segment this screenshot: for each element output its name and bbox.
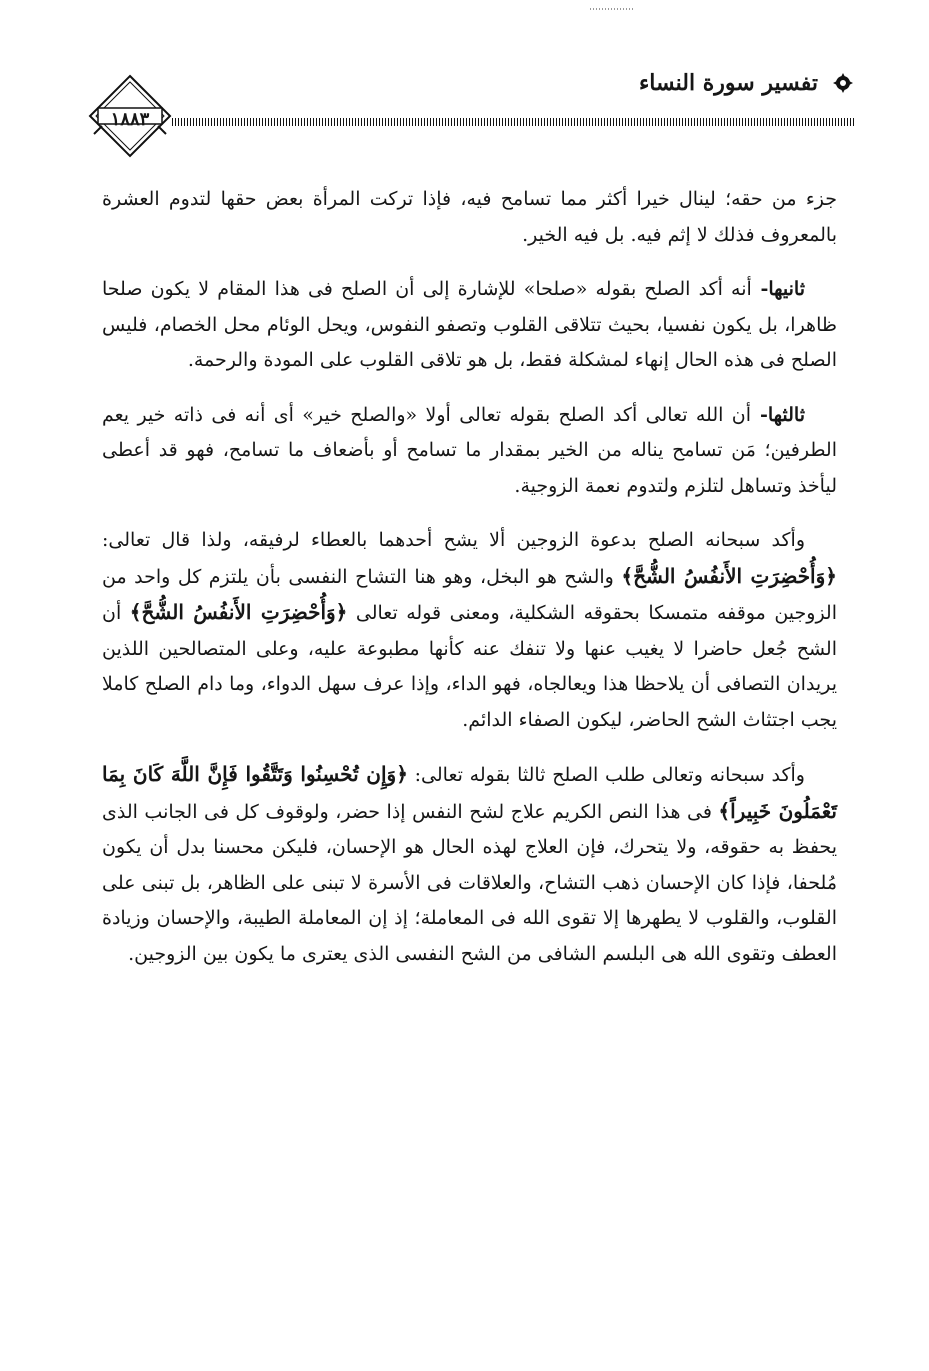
quran-quote: ﴿وَأُحْضِرَتِ الأَنفُسُ الشُّحَّ﴾ [621,563,837,588]
page-number-badge [88,74,172,158]
paragraph-4 [102,523,837,738]
header-rule [172,118,854,126]
running-title: تفسير سورة النساء [638,70,818,96]
floral-ornament-icon [832,72,854,94]
paragraph-text: أن الله تعالى أكد الصلح بقوله تعالى أولا «والصلح خير» أى أنه فى ذاته خير يعم الطرفين؛ مَن تسامح يناله من الخير بمقدار ما تسامح أو بأضعاف ما تسامح، فهو قد أعطى ليأخذ وتساهل لتلزم ولتدوم نعمة الزوجية. [102,403,837,497]
page-number: ١٨٨٣ [110,109,150,130]
paragraph-5 [102,757,837,972]
paragraph-3 [102,398,837,505]
paragraph-1 [102,182,837,253]
paragraph-text: أنه أكد الصلح بقوله «صلحا» للإشارة إلى أن الصلح فى هذا المقام لا يكون صلحا ظاهرا، بل يكون نفسيا، بحيث تتلاقى القلوب وتصفو النفوس، ويحل الوئام محل الخصام، فليس الصلح فى هذه الحال إنهاء لمشكلة فقط، بل هو تلاقى القلوب على المودة والرحمة. [102,278,837,371]
scan-artifact [590,8,634,10]
section-lead: ثالثها- [751,403,805,426]
paragraph-text: والشح هو البخل، وهو هنا التشاح النفسى بأن يلتزم كل واحد من الزوجين موقفه متمسكا بحقوقه الشكلية، ومعنى قوله تعالى [102,565,837,624]
header-title-block [639,66,854,100]
page-header [88,58,854,168]
paragraph-text: أن الشح جُعل حاضرا لا يغيب عنها ولا تنفك عنه كأنها مطبوعة عليه، وعلى المتصالحين اللذين يريدان التصافى أن يلاحظا هذا ويعالجاه، فهو الداء، وإذا عرف سهل الدواء، وما دام الصلح كاملا يجب اجتثاث الشح الحاضر، ليكون الصفاء الدائم. [102,602,837,731]
paragraph-2 [102,272,837,379]
paragraph-text: وأكد سبحانه وتعالى طلب الصلح ثالثا بقوله تعالى: [407,764,805,786]
quran-quote: ﴿وَإِن تُحْسِنُوا وَتَتَّقُوا فَإِنَّ اللَّهَ كَانَ بِمَا تَعْمَلُونَ خَبِيراً﴾ [102,762,837,823]
section-lead: ثانيها- [751,278,805,300]
page-text [102,182,837,991]
paragraph-text: وأكد سبحانه الصلح بدعوة الزوجين ألا يشح أحدهما بالعطاء لرفيقه، ولذا قال تعالى: [102,529,805,551]
paragraph-text: جزء من حقه؛ لينال خيرا أكثر مما تسامح فيه، فإذا تركت المرأة بعض حقها لتدوم العشرة بالمعروف فذلك لا إثم فيه. بل فيه الخير. [102,188,837,246]
quran-quote: ﴿وَأُحْضِرَتِ الأَنفُسُ الشُّحَّ﴾ [129,600,348,624]
paragraph-text: فى هذا النص الكريم علاج لشح النفس إذا حضر، ولوقوف كل فى الجانب الذى يحفظ به حقوقه، ولا يتحرك، فإن العلاج لهذه الحال هو الإحسان، فليكن محسنا بدل أن يكون مُلحفا، فإذا كان الإحسان ذهب التشاح، والعلاقات فى الأسرة لا تبنى على الظاهر، بل تبنى على القلوب، والقلوب لا يطهرها إلا تقوى الله فى المعاملة؛ إذ إن المعاملة الطيبة، والإحسان وزيادة العطف وتقوى الله هى البلسم الشافى من الشح النفسى الذى يعترى ما يكون بين الزوجين. [102,800,837,965]
